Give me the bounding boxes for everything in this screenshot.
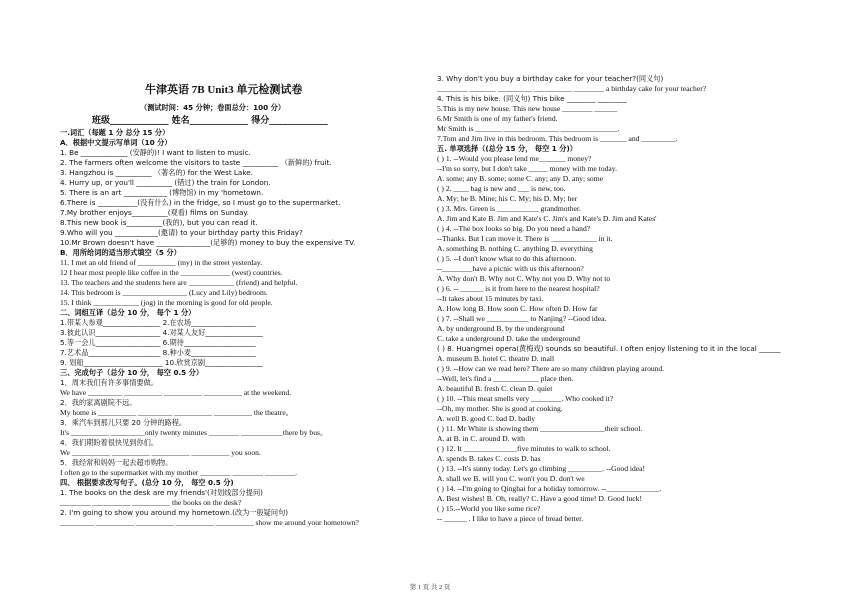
left-line: It's __________ _________only twenty minutes ________ ___________there by bus。 [60,428,328,437]
left-line: 14. This bedroom is _________________ (Lucy and Lily) bedroom. [60,288,268,297]
right-line: ( ) 6. -- ______ is it from here to the nearest hospital? [437,284,600,293]
left-line: My home is __________ _________ __________ __________ the theatre。 [60,408,294,417]
right-line: --Well, let's find a ____________ place then. [437,374,574,383]
right-line: ________ _______ _________ __________ ________ a birthday cake for your teacher? [437,84,707,93]
left-line: 9.Who will you ____________(邀请) to your birthday party this Friday? [60,228,303,237]
right-line: 3. Why don't you buy a birthday cake for your teacher?(同义句) [437,74,664,83]
left-line: 1．周末我们有许多事情要做。 [60,378,159,387]
left-line: B．用所给词的适当形式填空（5 分） [60,248,181,257]
left-line: 8.This new book is__________(我的), but you can read it. [60,218,258,227]
right-line: 5.This is my new house. This new house ________ ______ [437,104,618,113]
right-line: ( ) 4. --The box looks so big. Do you need a hand? [437,224,591,233]
page-footer: 第 1 页 共 2 页 [409,584,451,591]
left-line: _________ __________ __________ __________ __________ show me around your hometown? [60,518,359,527]
right-line: A. How long B. How soon C. How often D. How far [437,304,598,313]
right-line: --Oh, my mother. She is good at cooking. [437,404,563,413]
right-line: C. take a underground D. take the underground [437,334,580,343]
right-line: A. something B. nothing C. anything D. everything [437,244,593,253]
right-line: A. museum B. hotel C. theatre D. mall [437,354,555,363]
right-line: ( ) 1. --Would you please lend me_______ money? [437,154,592,163]
left-line: 5. There is an art ____________ (博物馆) in my 'hometown. [60,188,264,197]
page-title: 牛津英语 7B Unit3 单元检测试卷 [145,84,303,96]
exam-info: （测试时间：45 分钟；卷面总分：100 分） [140,103,286,112]
left-line: 6.There is ___________(没有什么) in the fridge, so I must go to the supermarket. [60,198,341,207]
left-line: 1. Be _____________ (安静的)! I want to listen to music. [60,148,251,157]
right-line: A. Best wishes! B. Oh, really? C. Have a good time! D. Good luck! [437,494,642,503]
right-line: ( ) 7. --Shall we ___________ to Nanjing? --Good idea. [437,314,607,323]
left-line: We have _________ __________ __________ __________ at the weekend. [60,388,292,397]
left-line: 2. I'm going to show you around my hometown.(改为一般疑问句) [60,508,289,517]
right-line: ( ) 2. ____ bag is new and ___ is new, too. [437,184,566,193]
left-line: 12 I hear most people like coffee in the _____________ (west) countries. [60,268,283,277]
right-line: ( ) 8. Huangmei opera(黄梅戏) sounds so beautiful. I often enjoy listening to it in the local ______ [437,344,781,353]
left-line: 3. Hangzhou is __________ （著名的) for the West Lake. [60,168,253,177]
right-line: ( ) 3. Mrs. Green is ___________ grandmother. [437,204,581,213]
right-line: A. beautiful B. fresh C. clean D. quiet [437,384,553,393]
left-line: A．根据中文提示写单词（10 分） [60,138,172,147]
left-line: 1. The books on the desk are my friends'(对划线部分提问) [60,488,263,497]
right-line: --It takes about 15 minutes by taxi. [437,294,544,303]
left-line: ________ __________ __________ the books on the desk? [60,498,242,507]
left-line: 二、词组互译（总分 10 分， 每个 1 分） [60,308,196,317]
right-line: ( ) 13. --It's sunny today. Let's go climbing _________. --Good idea! [437,464,646,473]
right-line: A. Why don't B. Why not C. Why not you D. Why not to [437,274,611,283]
left-line: 4. Hurry up, or you'll __________ (错过) the train for London. [60,178,271,187]
left-line: 9. 划船______________________ 10.欣赏京剧________________ [60,358,263,367]
student-info-line: 班级_____________ 姓名_____________ 得分_____________ [92,116,328,126]
left-line: 四、 根据要求改写句子。(总分 10 分， 每空 0.5 分) [60,478,234,487]
right-line: 五. 单项选择（(总分 15 分， 每空 1 分)） [437,144,577,153]
right-line: -- ______ . I like to have a piece of bread better. [437,514,584,523]
left-line: 1.带某人参观________________ 2.在农场__________________ [60,318,256,327]
left-line: 7.艺术品____________________ 8.种小麦__________________ [60,348,256,357]
right-line: A. some; any B. some; some C. any; any D. any; some [437,174,603,183]
right-line: ( ) 14. --I'm going to Qinghai for a holiday tomorrow. --______________. [437,484,662,493]
right-line: ( ) 12. It ______________five minutes to walk to school. [437,444,611,453]
right-line: --I'm so sorry, but I don't take _____ money with me today. [437,164,617,173]
right-line: ( ) 5. --I don't know what to do this afternoon. [437,254,577,263]
right-line: A. shall we B. will you C. won't you D. don't we [437,474,585,483]
right-line: 6.Mr Smith is one of my father's friend. [437,114,558,123]
right-line: A. by underground B. by the underground [437,324,565,333]
left-line: 2. The farmers often welcome the visitors to taste __________ （新鲜的) fruit. [60,158,332,167]
right-line: A. well B. good C. bad D. badly [437,414,536,423]
right-line: A. My; he B. Mine; his C. My; his D. My; her [437,194,578,203]
left-line: 10.Mr Brown doesn't have _______________(足够的) money to buy the expensive TV. [60,238,356,247]
right-line: --Thanks. But I can move it. There is ____________ in it. [437,234,613,243]
left-line: We __________ __________ __________ __________ you soon. [60,448,261,457]
left-line: 3．乘汽车到那儿只要 20 分钟的路程。 [60,418,187,427]
right-line: ( ) 10. --This meat smells very ________. Who cooked it? [437,394,614,403]
right-line: 7.Tom and Jim live in this bedroom. This bedroom is _______ and _________. [437,134,678,143]
right-line: A. at B. in C. around D. with [437,434,525,443]
right-line: ( ) 9. --How can we read here? There are so many children playing around. [437,364,665,373]
left-line: I often go to the supermarket with my mother ________ ________ ________. [60,468,298,477]
right-line: 4. This is his bike. (同义句) This bike ________ ________ [437,94,627,103]
left-line: 15. I think ____________ (jog) in the morning is good for old people. [60,298,273,307]
right-line: A. spends B. takes C. costs D. has [437,454,541,463]
left-line: 11. I met an old friend of __________ (my) in the street yesterday. [60,258,263,267]
left-line: 一.词汇（每题 1 分 总分 15 分） [60,128,170,137]
right-line: ( ) 15.--World you like some rice? [437,504,541,513]
left-line: 三、完成句子（总分 10 分， 每空 0.5 分） [60,368,204,377]
left-line: 13. The teachers and the students here are ____________ (friend) and helpful. [60,278,298,287]
left-line: 4．我们期盼着很快见到你们。 [60,438,159,447]
right-line: Mr Smith is _______ _______ _______ _______________. [437,124,620,133]
right-line: A. Jim and Kate B. Jim and Kate's C. Jim's and Kate's D. Jim and Kates' [437,214,657,223]
left-line: 2．我的家离剧院不远。 [60,398,137,407]
right-line: ( ) 11. Mr White is showing them _________________their school. [437,424,643,433]
left-line: 5．我经常和妈妈一起去超市购物。 [60,458,173,467]
left-line: 7.My brother enjoys__________(观看) films on Sunday. [60,208,249,217]
left-line: 3.彼此认识__________________ 4.对某人友好________________ [60,328,263,337]
right-line: --________have a picnic with us this afternoon? [437,264,584,273]
left-line: 5.等一会儿__________________ 6.期待____________________ [60,338,256,347]
